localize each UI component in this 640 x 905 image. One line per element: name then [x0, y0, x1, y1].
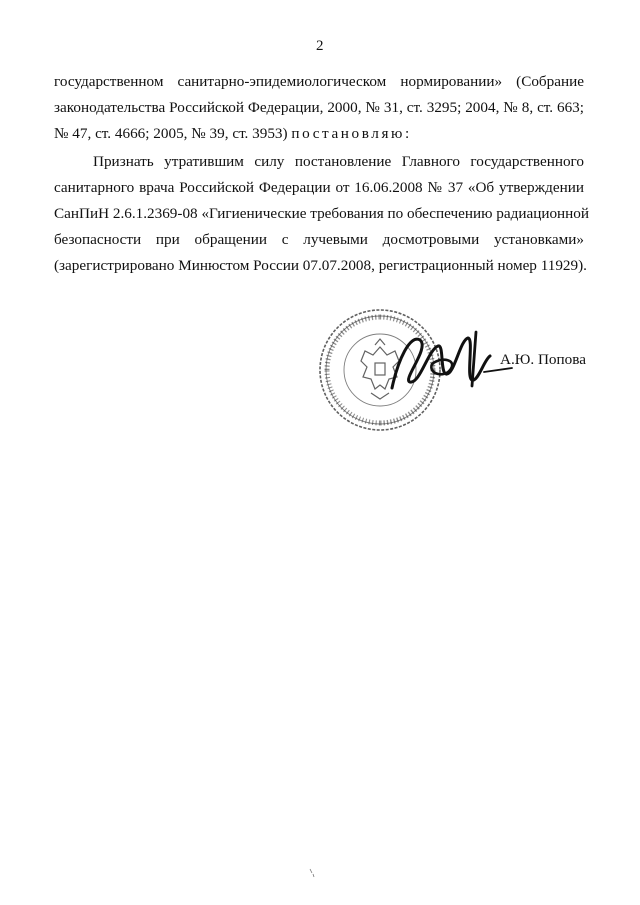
scan-artifact-icon	[309, 868, 315, 878]
paragraph-2-line-3: СанПиН 2.6.1.2369-08 «Гигиенические требования по обеспечению радиационной	[54, 205, 590, 222]
paragraph-1-line-3	[54, 124, 584, 144]
paragraph-2-line-2: санитарного врача Российской Федерации от 16.06.2008 № 37 «Об утверждении	[54, 179, 584, 196]
paragraph-1-line-1: государственном санитарно-эпидемиологическом нормировании» (Собрание	[54, 73, 584, 90]
paragraph-2-line-4: безопасности при обращении с лучевыми досмотровыми установками»	[54, 231, 584, 248]
signer-name: А.Ю. Попова	[500, 351, 586, 368]
page-number: 2	[316, 38, 324, 54]
paragraph-1-line-2: законодательства Российской Федерации, 2000, № 31, ст. 3295; 2004, № 8, ст. 663;	[54, 99, 584, 116]
resolution-keyword: постановляю:	[291, 125, 412, 142]
paragraph-2-line-5: (зарегистрировано Минюстом России 07.07.2008, регистрационный номер 11929).	[54, 257, 587, 274]
signature-block	[300, 300, 600, 440]
paragraph-2-line-1: Признать утратившим силу постановление Главного государственного	[93, 153, 584, 170]
citation-tail: № 47, ст. 4666; 2005, № 39, ст. 3953)	[54, 125, 288, 142]
